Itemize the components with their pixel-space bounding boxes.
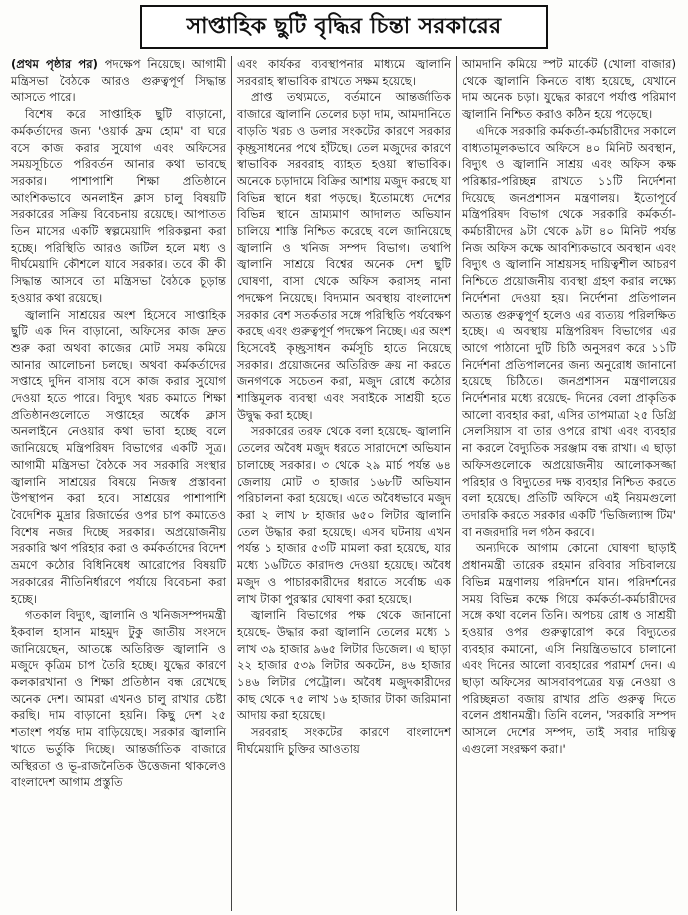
headline-box (140, 5, 548, 49)
article-paragraph (11, 56, 226, 106)
lead-text: পদক্ষেপ নিয়েছে। আগামী মন্ত্রিসভা বৈঠকে আরও গুরুত্বপূর্ণ সিদ্ধান্ত আসতে পারে। (11, 57, 227, 105)
article-paragraph: এবং কার্যকর ব্যবস্থাপনার মাধ্যমে জ্বালানি সরবরাহ স্বাভাবিক রাখতে সক্ষম হয়েছে। (237, 57, 451, 88)
article-paragraph: অন্যদিকে আগাম কোনো ঘোষণা ছাড়াই প্রধানমন্ত্রী তারেক রহমান রবিবার সচিবালয়ে বিভিন্ন মন্ত্রণালয় পরিদর্শনে যান। পরিদর্শনের সময় বিভিন্ন কক্ষে গিয়ে কর্মকর্তা-কর্মচারীদের সঙ্গে কথা বলেন তিনি। অপচয় রোধ ও সাশ্রয়ী হওয়ার ওপর গুরুত্বারোপ করে বিদ্যুতের ব্যবহার কমানো, এসি নিয়ন্ত্রিতভাবে চালানো এবং দিনের আলো ব্যবহারের পরামর্শ দেন। এ ছাড়া অফিসের আসবাবপত্রের যত্ন নেওয়া ও পরিচ্ছন্নতা বজায় রাখার প্রতি গুরুত্ব দিতে বলেন প্রধানমন্ত্রী। তিনি বলেন, 'সরকারি সম্পদ আসলে দেশের সম্পদ, তাই সবার দায়িত্ব এগুলো সংরক্ষণ করা।' (462, 541, 676, 756)
continuation-label: (প্রথম পৃষ্ঠার পর) (11, 57, 98, 71)
article-paragraph: সরবরাহ সংকটের কারণে বাংলাদেশ দীর্ঘমেয়াদি চুক্তির আওতায় (237, 725, 451, 756)
article-columns (6, 56, 682, 911)
article-paragraph: গতকাল বিদ্যুৎ, জ্বালানি ও খনিজসম্পদমন্ত্রী ইকবাল হাসান মাহমুদ টুকু জাতীয় সংসদে জানিয়েছেন, আতঙ্কে অতিরিক্ত জ্বালানি ও মজুদে কৃত্রিম চাপ তৈরি হচ্ছে। যুদ্ধের কারণে কলকারখানা ও শিক্ষা প্রতিষ্ঠান বন্ধ রেখেছে অনেক দেশ। আমরা এখনও চালু রাখার চেষ্টা করছি। দাম বাড়ানো হয়নি। কিছু দেশ ২৫ শতাংশ পর্যন্ত দাম বাড়িয়েছে। সরকার জ্বালানি খাতে ভর্তুকি দিচ্ছে। আন্তর্জাতিক বাজারে অস্থিরতা ও ভূ-রাজনৈতিক উত্তেজনা থাকলেও বাংলাদেশ আগাম প্রস্তুতি (11, 608, 226, 790)
article-paragraph: জ্বালানি বিভাগের পক্ষ থেকে জানানো হয়েছে- উদ্ধার করা জ্বালানি তেলের মধ্যে ১ লাখ ৩৯ হাজার ৯৬৫ লিটার ডিজেল। এ ছাড়া ২২ হাজার ৫৩৯ লিটার অকটেন, ৪৬ হাজার ১৪৬ লিটার পেট্রোল। অবৈধ মজুদকারীদের কাছ থেকে ৭৫ লাখ ১৬ হাজার টাকা জরিমানা আদায় করা হয়েছে। (237, 608, 451, 723)
article-paragraph: প্রাপ্ত তথ্যমতে, বর্তমানে আন্তর্জাতিক বাজারে জ্বালানি তেলের চড়া দাম, আমদানিতে বাড়তি খরচ ও ডলার সংকটের কারণে সরকার কৃচ্ছ্রসাধনের পথে হাঁটছে। তেল মজুদের কারণে স্বাভাবিক সরবরাহ ব্যাহত হওয়া স্বাভাবিক। অনেকে চড়াদামে বিক্রির আশায় মজুদ করছে যা বিভিন্ন স্থানে ধরা পড়ছে। ইতোমধ্যে দেশের বিভিন্ন স্থানে ভ্রাম্যমাণ আদালত অভিযান চালিয়ে শাস্তি নিশ্চিত করেছে বলে জানিয়েছে জ্বালানি ও খনিজ সম্পদ বিভাগ। তথাপি জ্বালানি সাশ্রয়ে বিশ্বের অনেক দেশ ছুটি ঘোষণা, বাসা থেকে অফিস করাসহ নানা পদক্ষেপ নিয়েছে। বিদ্যমান অবস্থায় বাংলাদেশ সরকার বেশ সতর্কতার সঙ্গে পরিস্থিতি পর্যবেক্ষণ করছে এবং গুরুত্বপূর্ণ পদক্ষেপ নিচ্ছে। এর অংশ হিসেবেই কৃচ্ছ্রসাধন কর্মসূচি হাতে নিয়েছে সরকার। প্রয়োজনের অতিরিক্ত ক্রয় না করতে জনগণকে সচেতন করা, মজুদ রোধে কঠোর শাস্তিমূলক ব্যবস্থা এবং সবাইকে সাশ্রয়ী হতে উদ্বুদ্ধ করা হচ্ছে। (237, 90, 451, 422)
article-paragraph: সরকারের তরফ থেকে বলা হয়েছে- জ্বালানি তেলের অবৈধ মজুদ ধরতে সারাদেশে অভিযান চালাচ্ছে সরকার। ৩ থেকে ২৯ মার্চ পর্যন্ত ৬৪ জেলায় মোট ৩ হাজার ১৬৮টি অভিযান পরিচালনা করা হয়েছে। এতে অবৈধভাবে মজুদ করা ২ লাখ ৮ হাজার ৬৫০ লিটার জ্বালানি তেল উদ্ধার করা হয়েছে। এসব ঘটনায় এখন পর্যন্ত ১ হাজার ৫৩টি মামলা করা হয়েছে, যার মধ্যে ১৬টিতে কারাদণ্ড দেওয়া হয়েছে। অবৈধ মজুদ ও পাচারকারীদের ধরাতে সর্বোচ্চ এক লাখ টাকা পুরস্কার ঘোষণা করা হয়েছে। (237, 424, 451, 606)
article-column-2 (231, 56, 456, 911)
article-paragraph: বিশেষ করে সাপ্তাহিক ছুটি বাড়ানো, কর্মকর্তাদের জন্য 'ওয়ার্ক ফ্রম হোম' বা ঘরে বসে কাজ করার সুযোগ এবং অফিসের সময়সূচিতে পরিবর্তন আনার কথা ভাবছে সরকার। পাশাপাশি শিক্ষা প্রতিষ্ঠানে আংশিকভাবে অনলাইন ক্লাস চালু বিষয়টি সরকারের সক্রিয় বিবেচনায় রয়েছে। আপাতত তিন মাসের একটি স্বল্পমেয়াদি পরিকল্পনা করা হচ্ছে। পরিস্থিতি আরও জটিল হলে মধ্য ও দীর্ঘমেয়াদি কৌশলে যাবে সরকার। তবে কী কী সিদ্ধান্ত আসবে তা মন্ত্রিসভা বৈঠকে চূড়ান্ত হওয়ার কথা রয়েছে। (11, 107, 226, 305)
article-headline: সাপ্তাহিক ছুটি বৃদ্ধির চিন্তা সরকারের (186, 13, 502, 39)
article-paragraph: আমদানি কমিয়ে স্পট মার্কেট (খোলা বাজার) থেকে জ্বালানি কিনতে বাধ্য হয়েছে, যেখানে দাম অনেক চড়া। যুদ্ধের কারণে পর্যাপ্ত পরিমাণ জ্বালানি নিশ্চিত করাও কঠিন হয়ে পড়েছে। (462, 57, 676, 122)
article-column-1 (6, 56, 231, 911)
article-paragraph: জ্বালানি সাশ্রয়ের অংশ হিসেবে সাপ্তাহিক ছুটি এক দিন বাড়ানো, অফিসের কাজ দ্রুত শুরু করা অথবা কাজের মোট সময় কমিয়ে আনার আলোচনা চলছে। অথবা কর্মকর্তাদের সপ্তাহে দুদিন বাসায় বসে কাজ করার সুযোগ দেওয়া হতে পারে। বিদ্যুৎ খরচ কমাতে শিক্ষা প্রতিষ্ঠানগুলোতে সপ্তাহের অর্ধেক ক্লাস অনলাইনে নেওয়ার কথা ভাবা হচ্ছে বলে জানিয়েছে মন্ত্রিপরিষদ বিভাগের একটি সূত্র। আগামী মন্ত্রিসভা বৈঠকে সব সরকারি সংস্থার জ্বালানি সাশ্রয়ের বিষয়ে নিজস্ব প্রস্তাবনা উপস্থাপন করা হবে। সাশ্রয়ের পাশাপাশি বৈদেশিক মুদ্রার রিজার্ভের ওপর চাপ কমাতেও বিশেষ নজর দিচ্ছে সরকার। অপ্রয়োজনীয় সরকারি ঋণ পরিহার করা ও কর্মকর্তাদের বিদেশ ভ্রমণে কঠোর বিধিনিষেধ আরোপের বিষয়টি সরকারের নীতিনির্ধারণে পর্যায়ে বিবেচনা করা হচ্ছে। (11, 307, 226, 606)
article-paragraph: এদিকে সরকারি কর্মকর্তা-কর্মচারীদের সকালে বাধ্যতামূলকভাবে অফিসে ৪০ মিনিট অবস্থান, বিদ্যুৎ ও জ্বালানি সাশ্রয় এবং অফিস কক্ষ পরিষ্কার-পরিচ্ছন্ন রাখতে ১১টি নির্দেশনা দিয়েছে জনপ্রশাসন মন্ত্রণালয়। ইতোপূর্বে মন্ত্রিপরিষদ বিভাগ থেকে সরকারি কর্মকর্তা-কর্মচারীদের ৯টা থেকে ৯টা ৪০ মিনিট পর্যন্ত নিজ অফিস কক্ষে আবশ্যিকভাবে অবস্থান এবং বিদ্যুৎ ও জ্বালানি সাশ্রয়সহ দায়িত্বশীল আচরণ নিশ্চিতে প্রয়োজনীয় ব্যবস্থা গ্রহণ করার লক্ষ্যে নির্দেশনা দেওয়া হয়। নির্দেশনা প্রতিপালন অত্যন্ত গুরুত্বপূর্ণ হলেও এর ব্যত্যয় পরিলক্ষিত হচ্ছে। এ অবস্থায় মন্ত্রিপরিষদ বিভাগের এর আগে পাঠানো দুটি চিঠি অনুসরণ করে ১১টি নির্দেশনা প্রতিপালনের জন্য অনুরোধ জানানো হয়েছে চিঠিতে। জনপ্রশাসন মন্ত্রণালয়ের নির্দেশনার মধ্যে রয়েছে- দিনের বেলা প্রাকৃতিক আলো ব্যবহার করা, এসির তাপমাত্রা ২৫ ডিগ্রি সেলসিয়াস বা তার ওপরে রাখা এবং ব্যবহার না করলে বৈদ্যুতিক সরঞ্জাম বন্ধ রাখা। এ ছাড়া অফিসগুলোকে অপ্রয়োজনীয় আলোকসজ্জা পরিহার ও বিদ্যুতের দক্ষ ব্যবহার নিশ্চিত করতে বলা হয়েছে। প্রতিটি অফিসে এই নিয়মগুলো তদারকি করতে সরকার একটি 'ভিজিল্যান্স টিম' বা নজরদারি দল গঠন করবে। (462, 123, 676, 539)
article-column-3 (456, 56, 681, 911)
